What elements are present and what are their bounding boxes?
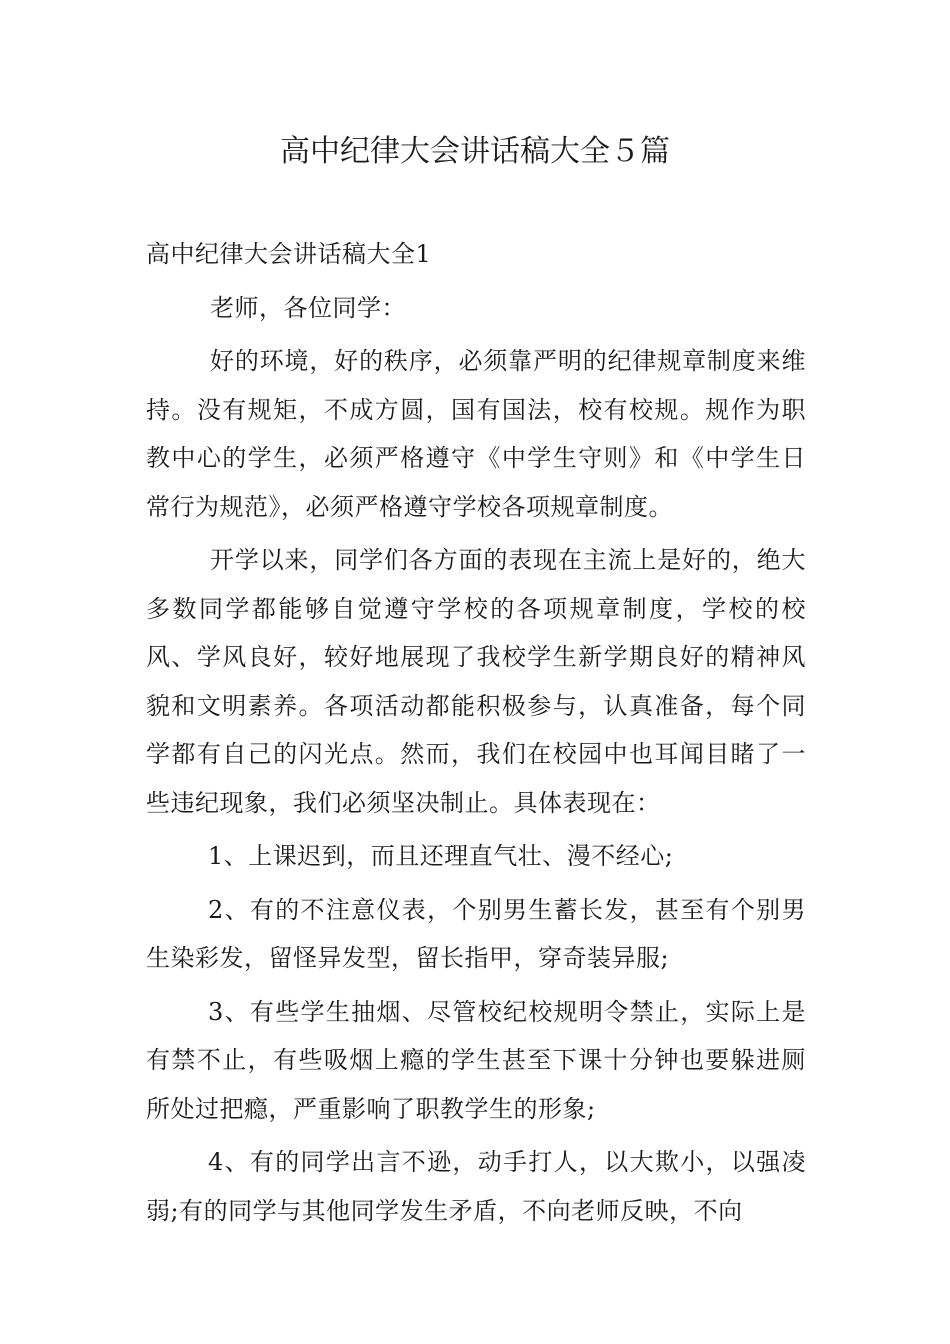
document-body [146,230,806,1240]
paragraph-discipline-intro: 好的环境，好的秩序，必须靠严明的纪律规章制度来维持。没有规矩，不成方圆，国有国法，校有校规。规作为职教中心的学生，必须严格遵守《中学生守则》和《中学生日常行为规范》，必须严格遵守学校各项规章制度。 [146,347,806,521]
document-title: 高中纪律大会讲话稿大全５篇 [280,134,670,169]
list-item-appearance: 2、有的不注意仪表，个别男生蓄长发，甚至有个别男生染彩发，留怪异发型，留长指甲，穿奇装异服; [146,895,806,972]
salutation: 老师，各位同学： [210,293,406,322]
paragraph-current-situation: 开学以来，同学们各方面的表现在主流上是好的，绝大多数同学都能够自觉遵守学校的各项规章制度，学校的校风、学风良好，较好地展现了我校学生新学期良好的精神风貌和文明素养。各项活动都能积极参与，认真准备，每个同学都有自己的闪光点。然而，我们在校园中也耳闻目睹了一些违纪现象，我们必须坚决制止。具体表现在： [146,546,806,817]
list-item-smoking: 3、有些学生抽烟、尽管校纪校规明令禁止，实际上是有禁不止，有些吸烟上瘾的学生甚至下课十分钟也要躲进厕所处过把瘾，严重影响了职教学生的形象; [146,997,806,1123]
list-item-lateness: 1、上课迟到，而且还理直气壮、漫不经心; [208,842,674,870]
list-item-fighting: 4、有的同学出言不逊，动手打人，以大欺小，以强凌弱;有的同学与其他同学发生矛盾，不向老师反映，不向 [146,1148,806,1225]
section-heading: 高中纪律大会讲话稿大全1 [146,240,432,268]
